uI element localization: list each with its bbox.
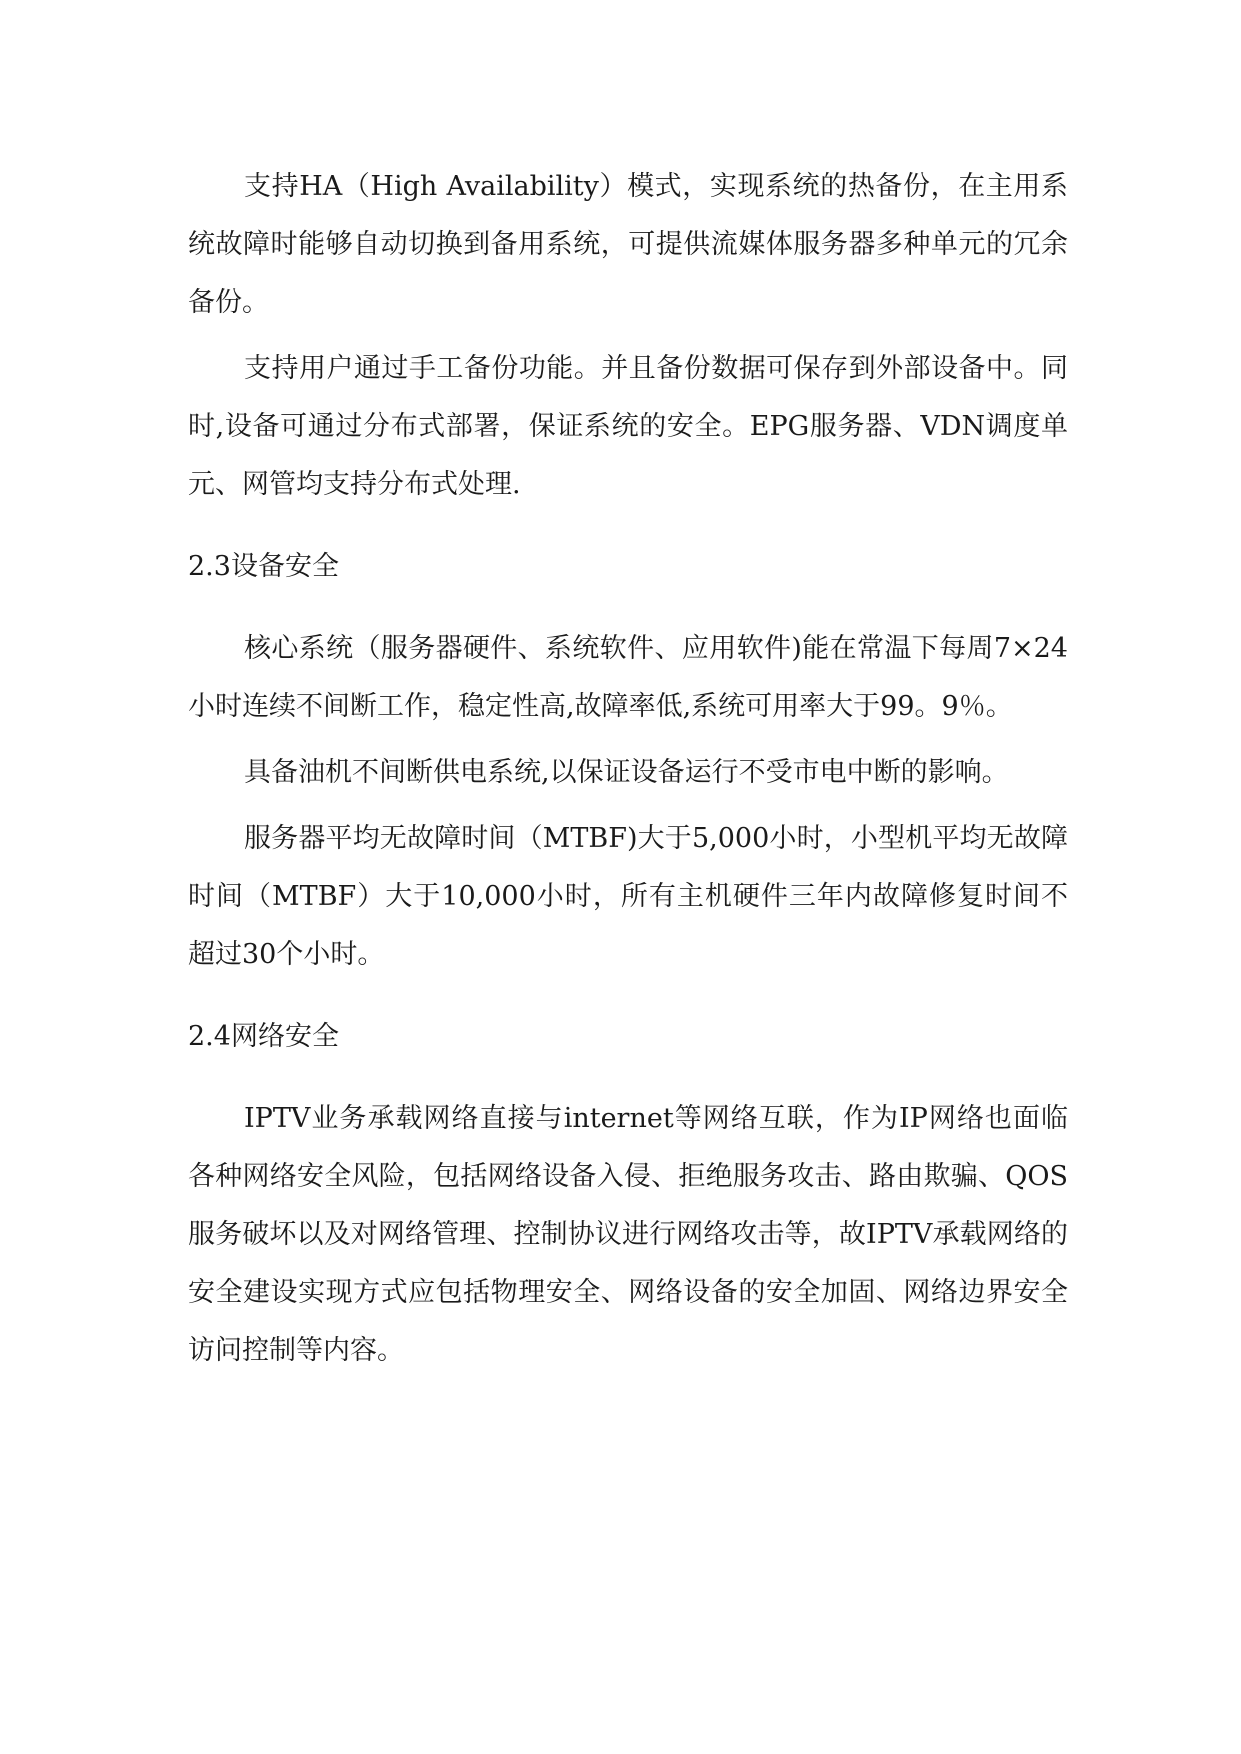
- paragraph-core-system: 核心系统（服务器硬件、系统软件、应用软件)能在常温下每周7×24小时连续不间断工作，稳定性高,故障率低,系统可用率大于99。9％。: [188, 633, 1068, 722]
- paragraph-mtbf: 服务器平均无故障时间（MTBF)大于5,000小时，小型机平均无故障时间（MTBF）大于10,000小时，所有主机硬件三年内故障修复时间不超过30个小时。: [188, 823, 1068, 970]
- section-heading-device-security: 2.3设备安全: [188, 551, 339, 582]
- paragraph-iptv-network: IPTV业务承载网络直接与internet等网络互联，作为IP网络也面临各种网络安全风险，包括网络设备入侵、拒绝服务攻击、路由欺骗、QOS服务破坏以及对网络管理、控制协议进行网络攻击等，故IPTV承载网络的安全建设实现方式应包括物理安全、网络设备的安全加固、网络边界安全访问控制等内容。: [188, 1103, 1068, 1366]
- paragraph-power-supply: 具备油机不间断供电系统,以保证设备运行不受市电中断的影响。: [244, 757, 1009, 788]
- document-body: [188, 158, 1068, 1380]
- paragraph-ha-mode: 支持HA（High Availability）模式，实现系统的热备份，在主用系统故障时能够自动切换到备用系统，可提供流媒体服务器多种单元的冗余备份。: [188, 171, 1068, 318]
- paragraph-manual-backup: 支持用户通过手工备份功能。并且备份数据可保存到外部设备中。同时,设备可通过分布式部署，保证系统的安全。EPG服务器、VDN调度单元、网管均支持分布式处理.: [188, 353, 1068, 500]
- section-heading-network-security: 2.4网络安全: [188, 1021, 339, 1052]
